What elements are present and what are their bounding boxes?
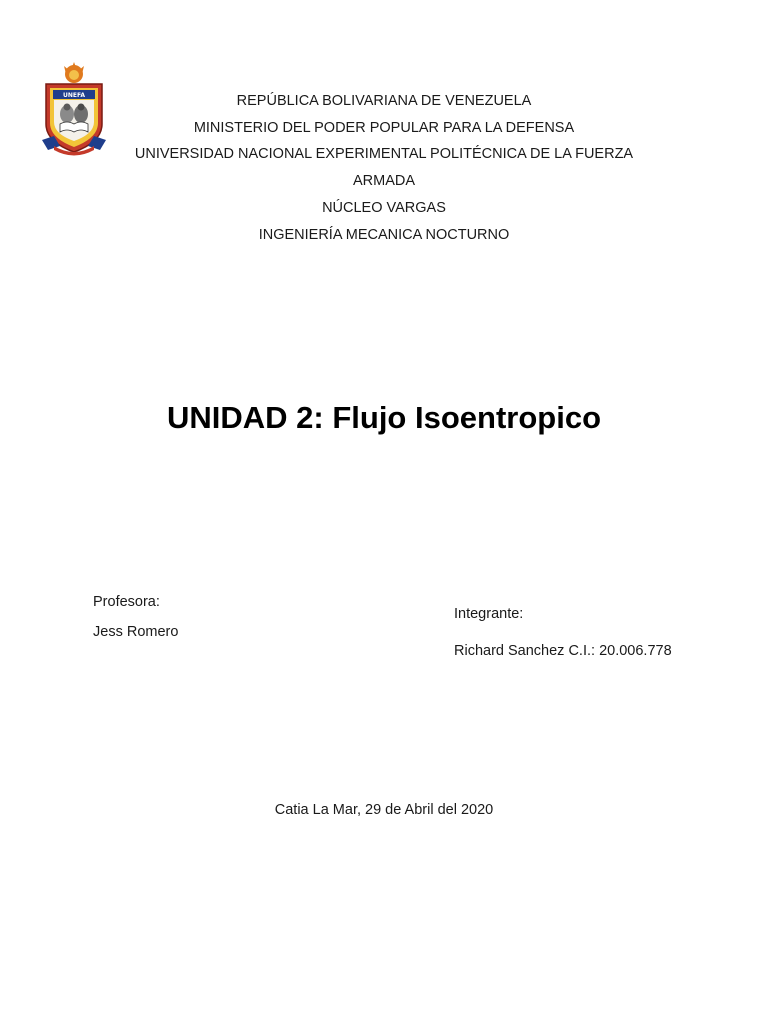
document-title: UNIDAD 2: Flujo Isoentropico bbox=[167, 400, 601, 435]
institution-header bbox=[0, 88, 768, 248]
header-line-university: UNIVERSIDAD NACIONAL EXPERIMENTAL POLITÉCNICA DE LA FUERZA bbox=[134, 146, 634, 163]
header-line-university-cont: ARMADA bbox=[352, 173, 416, 190]
place-date: Catia La Mar, 29 de Abril del 2020 bbox=[274, 802, 494, 818]
professor-label: Profesora: bbox=[93, 594, 160, 610]
header-line-campus: NÚCLEO VARGAS bbox=[322, 199, 446, 216]
header-line-republic: REPÚBLICA BOLIVARIANA DE VENEZUELA bbox=[236, 93, 532, 109]
member-label: Integrante: bbox=[454, 606, 524, 622]
member-name: Richard Sanchez C.I.: 20.006.778 bbox=[454, 643, 672, 659]
header-line-ministry: MINISTERIO DEL PODER POPULAR PARA LA DEFENSA bbox=[193, 119, 575, 136]
professor-name: Jess Romero bbox=[93, 624, 179, 640]
crest-text: UNEFA bbox=[62, 92, 86, 99]
header-line-program: INGENIERÍA MECANICA NOCTURNO bbox=[258, 226, 510, 243]
